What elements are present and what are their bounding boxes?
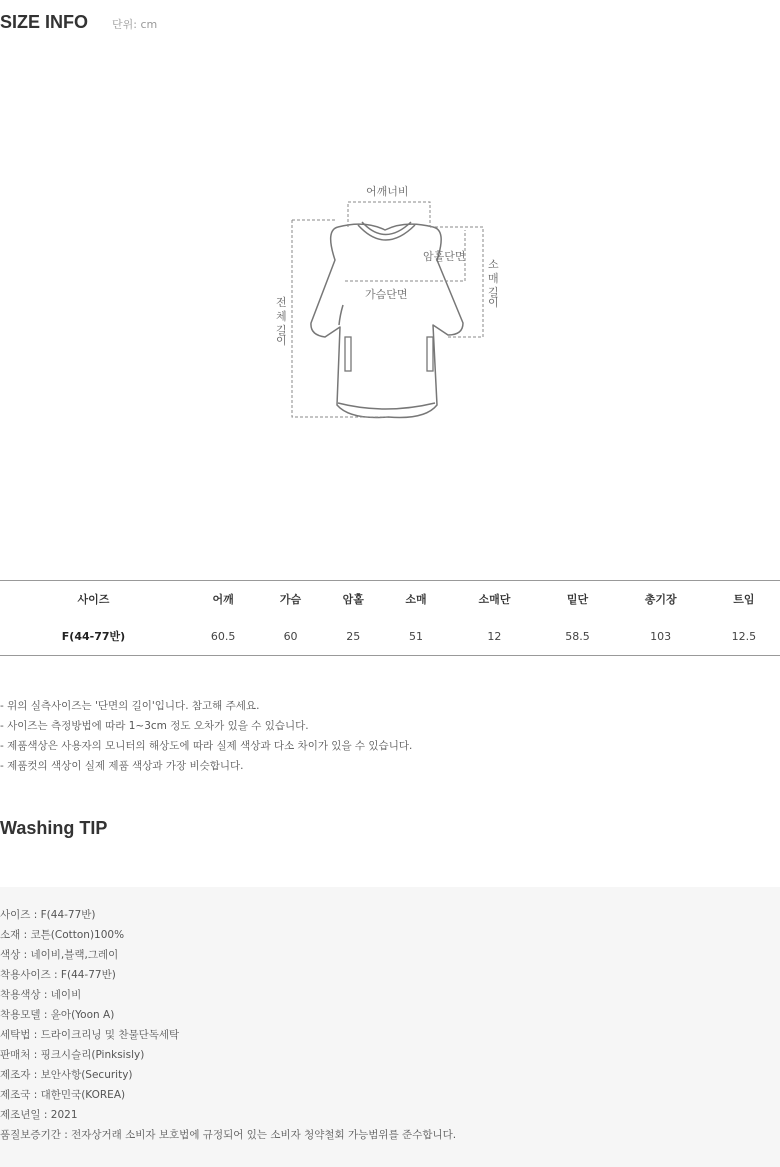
svg-text:소: 소 [488,258,499,271]
table-cell: 60 [283,629,298,643]
chest-label: 가슴단면 [365,288,408,301]
col-header-total-length: 총기장 [644,593,677,607]
table-cell: 103 [650,629,672,643]
info-line: 세탁법 : 드라이크리닝 및 찬물단독세탁 [0,1029,180,1041]
product-info-box [0,887,780,1167]
table-cell: 51 [409,629,423,643]
table-cell-size: F(44-77반) [61,630,126,644]
info-line: 착용모델 : 윤아(Yoon A) [0,1009,115,1021]
svg-text:이: 이 [488,296,499,309]
col-header-shoulder: 어깨 [212,593,234,607]
info-line: 제조년일 : 2021 [0,1109,78,1121]
info-line: 제조국 : 대한민국(KOREA) [0,1089,126,1101]
col-header-sleeve: 소매 [405,593,427,607]
table-cell: 60.5 [210,629,236,643]
armhole-label: 암홀단면 [423,250,466,263]
info-line: 소재 : 코튼(Cotton)100% [0,929,125,941]
table-cell: 25 [346,629,361,643]
table-cell: 58.5 [565,629,590,643]
svg-text:전: 전 [276,296,287,309]
note-line: - 제품색상은 사용자의 모니터의 해상도에 따라 실제 색상과 다소 차이가 있을 수 있습니다. [0,740,413,752]
right-pocket [427,337,433,371]
size-table [0,580,780,656]
svg-text:길: 길 [488,286,499,299]
shoulder-width-label: 어깨너비 [366,185,409,198]
col-header-slit: 트임 [733,593,755,607]
svg-text:이: 이 [276,334,287,347]
size-info-header [0,12,157,33]
size-notes [0,696,412,776]
table-cell: 12 [487,629,502,643]
table-row [0,618,780,656]
col-header-hem: 밑단 [566,593,589,607]
total-length-label [276,295,287,347]
sleeve-length-label [488,258,499,309]
svg-text:체: 체 [276,310,287,323]
note-line: - 제품컷의 색상이 실제 제품 색상과 가장 비슷합니다. [0,760,244,772]
col-header-armhole: 암홀 [342,593,364,607]
unit-label: 단위: cm [112,18,158,31]
note-line: - 위의 실측사이즈는 '단면의 길이'입니다. 참고해 주세요. [0,700,260,712]
left-pocket [345,337,351,371]
washing-tip-title: Washing TIP [0,818,108,838]
col-header-sleeve-hem: 소매단 [478,593,511,607]
info-line: 착용사이즈 : F(44-77반) [0,969,116,981]
info-line: 사이즈 : F(44-77반) [0,909,96,921]
garment-size-diagram [265,175,525,435]
col-header-size: 사이즈 [77,593,110,607]
info-line: 제조자 : 보안사항(Security) [0,1069,133,1081]
size-info-title: SIZE INFO [0,12,89,32]
info-line: 색상 : 네이비,블랙,그레이 [0,949,119,961]
svg-text:길: 길 [276,324,287,337]
info-line: 착용색상 : 네이비 [0,989,82,1001]
svg-text:매: 매 [488,272,499,285]
size-table-header-row [0,581,780,618]
info-line: 판매처 : 핑크시슬리(Pinksisly) [0,1049,145,1061]
col-header-chest: 가슴 [279,593,302,607]
table-cell: 12.5 [731,629,757,643]
info-line: 품질보증기간 : 전자상거래 소비자 보호법에 규정되어 있는 소비자 청약철회 가능범위를 준수합니다. [0,1129,457,1141]
note-line: - 사이즈는 측정방법에 따라 1~3cm 정도 오차가 있을 수 있습니다. [0,720,309,732]
